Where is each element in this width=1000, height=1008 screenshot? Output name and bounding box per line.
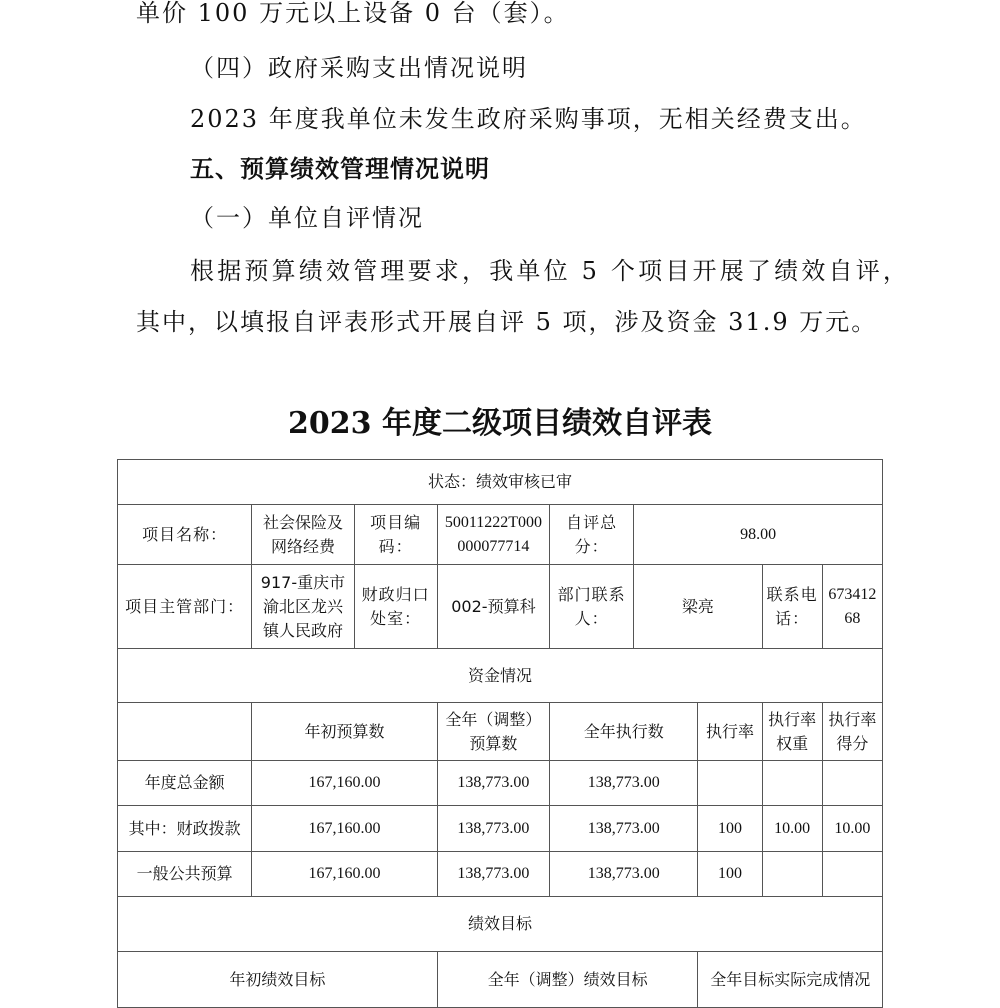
heading-self-evaluation: （一）单位自评情况 — [190, 204, 424, 232]
paragraph-equipment: 单价 100 万元以上设备 0 台（套）。 — [136, 0, 570, 27]
initial-budget-cell: 167,160.00 — [252, 806, 437, 852]
rate-cell: 100 — [698, 852, 762, 897]
goals-columns-row — [118, 952, 883, 1008]
goal-adjusted-header: 全年（调整）绩效目标 — [437, 952, 698, 1008]
contact-value: 梁亮 — [634, 565, 762, 649]
initial-budget-cell: 167,160.00 — [252, 852, 437, 897]
status-row — [118, 460, 883, 505]
paragraph-self-evaluation-1: 根据预算绩效管理要求，我单位 5 个项目开展了绩效自评， — [190, 257, 911, 285]
rate-cell: 100 — [698, 806, 762, 852]
adjusted-budget-cell: 138,773.00 — [437, 806, 549, 852]
table-row — [118, 806, 883, 852]
weight-cell: 10.00 — [762, 806, 822, 852]
evaluation-table — [117, 459, 883, 1008]
adjusted-budget-cell: 138,773.00 — [437, 761, 549, 806]
section-heading-performance: 五、预算绩效管理情况说明 — [190, 155, 490, 183]
row-label: 一般公共预算 — [118, 852, 252, 897]
finance-label: 财政归口处室： — [354, 565, 437, 649]
table-title: 2023 年度二级项目绩效自评表 — [288, 406, 712, 441]
funds-columns-row — [118, 703, 883, 761]
executed-cell: 138,773.00 — [550, 806, 698, 852]
score-cell: 10.00 — [822, 806, 882, 852]
col-weight: 执行率权重 — [762, 703, 822, 761]
weight-cell — [762, 852, 822, 897]
project-code-label: 项目编码： — [354, 505, 437, 565]
executed-cell: 138,773.00 — [550, 761, 698, 806]
score-value: 98.00 — [634, 505, 883, 565]
project-name-label: 项目名称： — [118, 505, 252, 565]
funds-corner-cell — [118, 703, 252, 761]
rate-cell — [698, 761, 762, 806]
paragraph-procurement: 2023 年度我单位未发生政府采购事项，无相关经费支出。 — [190, 105, 867, 133]
phone-label: 联系电话： — [762, 565, 822, 649]
dept-value: 917-重庆市渝北区龙兴镇人民政府 — [252, 565, 354, 649]
initial-budget-cell: 167,160.00 — [252, 761, 437, 806]
project-name-value: 社会保险及网络经费 — [252, 505, 354, 565]
phone-value: 67341268 — [822, 565, 882, 649]
contact-label: 部门联系人： — [550, 565, 634, 649]
goals-header-row — [118, 897, 883, 952]
col-executed: 全年执行数 — [550, 703, 698, 761]
table-row — [118, 852, 883, 897]
score-label: 自评总分： — [550, 505, 634, 565]
goal-initial-header: 年初绩效目标 — [118, 952, 438, 1008]
dept-label: 项目主管部门： — [118, 565, 252, 649]
heading-procurement: （四）政府采购支出情况说明 — [190, 54, 528, 82]
project-code-value: 50011222T000000077714 — [437, 505, 549, 565]
finance-value: 002-预算科 — [437, 565, 549, 649]
adjusted-budget-cell: 138,773.00 — [437, 852, 549, 897]
col-score: 执行率得分 — [822, 703, 882, 761]
col-initial-budget: 年初预算数 — [252, 703, 437, 761]
goal-actual-header: 全年目标实际完成情况 — [698, 952, 883, 1008]
project-info-row — [118, 505, 883, 565]
weight-cell — [762, 761, 822, 806]
paragraph-self-evaluation-2: 其中，以填报自评表形式开展自评 5 项，涉及资金 31.9 万元。 — [136, 308, 878, 336]
col-adjusted-budget: 全年（调整）预算数 — [437, 703, 549, 761]
department-row — [118, 565, 883, 649]
score-cell — [822, 761, 882, 806]
table-row — [118, 761, 883, 806]
goals-header: 绩效目标 — [118, 897, 883, 952]
funds-header-row — [118, 649, 883, 703]
col-rate: 执行率 — [698, 703, 762, 761]
row-label: 其中：财政拨款 — [118, 806, 252, 852]
row-label: 年度总金额 — [118, 761, 252, 806]
status-cell: 状态：绩效审核已审 — [118, 460, 883, 505]
executed-cell: 138,773.00 — [550, 852, 698, 897]
score-cell — [822, 852, 882, 897]
funds-header: 资金情况 — [118, 649, 883, 703]
